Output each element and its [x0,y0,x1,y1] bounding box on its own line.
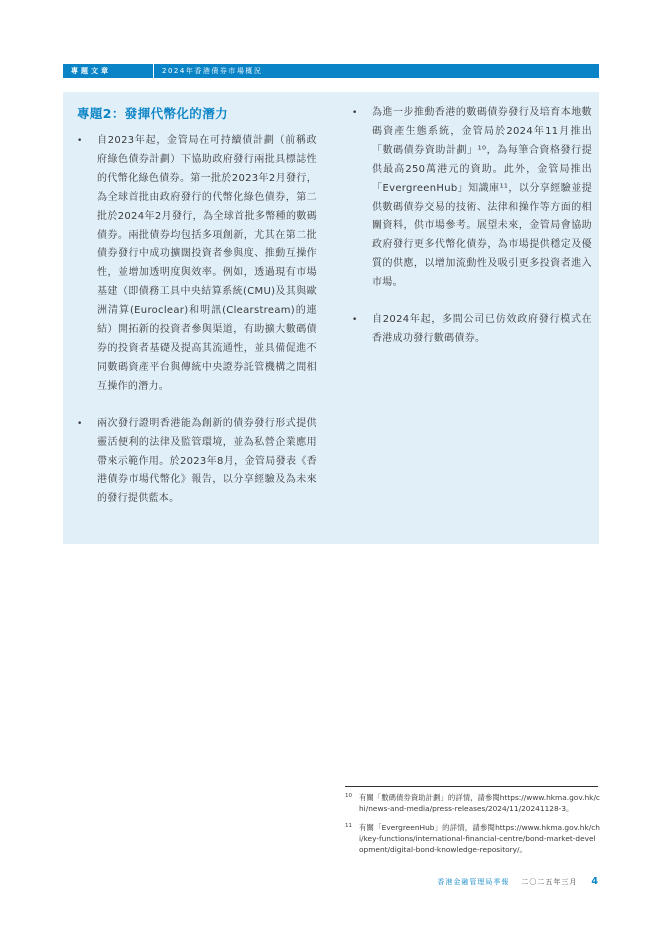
footnote-divider [345,786,598,787]
box-left-column [77,106,317,509]
page-footer [437,876,598,887]
list-item [77,132,317,397]
header-bar [63,64,599,78]
box-right-column [352,104,592,349]
bullet-text: 自2024年起，多間公司已仿效政府發行模式在香港成功發行數碼債券。 [372,314,592,344]
bullet-marker: • [352,315,358,326]
list-item [77,415,317,510]
bullet-text: 為進一步推動香港的數碼債券發行及培育本地數碼資產生態系統，金管局於2024年11月推出「數碼債券資助計劃」¹⁰，為每筆合資格發行提供最高250萬港元的資助。此外，金管局推出「EvergreenHub」知識庫¹¹，以分享經驗並提供數碼債券交易的技術、法律和操作等方面的相關資料，供市場參考。展望未來，金管局會協助政府發行更多代幣化債券，為市場提供穩定及優質的供應，以增加流動性及吸引更多投資者進入市場。 [372,107,592,289]
footnote-text: 有關「EvergreenHub」的詳情，請參閱https://www.hkma.gov.hk/chi/key-functions/international-financial-centre/bond-market-development/digital-bond-knowledge-repository/。 [359,823,600,854]
bullet-marker: • [352,108,358,118]
section-label: 專題文章 [71,67,111,75]
footnote-number: 10 [345,793,352,799]
article-title: 2024年香港債券市場概況 [162,67,263,75]
bullet-marker: • [77,136,83,146]
list-item [352,104,592,293]
bullet-text: 兩次發行證明香港能為創新的債券發行形式提供靈活便利的法律及監管環境，並為私營企業應用帶來示範作用。於2023年8月，金管局發表《香港債券市場代幣化》報告，以分享經驗及為未來的發行提供藍本。 [97,417,317,505]
footnotes [345,792,600,855]
list-item [352,311,592,349]
footnote-number: 11 [345,823,352,829]
box-title: 專題2：發揮代幣化的潛力 [77,106,228,121]
bullet-marker: • [77,418,83,429]
bullet-text: 自2023年起，金管局在可持續債計劃（前稱政府綠色債券計劃）下協助政府發行兩批具標誌性的代幣化綠色債券。第一批於2023年2月發行，為全球首批由政府發行的代幣化綠色債券，第二批於2024年2月發行，為全球首批多幣種的數碼債券。兩批債券均包括多項創新，尤其在第二批債券發行中成功擴闊投資者參與度、推動互操作性，並增加透明度與效率。例如，透過現有市場基建（即債務工具中央結算系統(CMU)及其與歐洲清算(Euroclear)和明訊(Clearstream)的連結）開拓新的投資者參與渠道，有助擴大數碼債券的投資者基礎及提高其流通性，並具備促進不同數碼資產平台與傳統中央證券託管機構之間相互操作的潛力。 [97,135,317,392]
footnote [345,822,600,855]
footnote-text: 有關「數碼債券資助計劃」的詳情，請參閱https://www.hkma.gov.hk/chi/news-and-media/press-releases/2024/11/20241128-3。 [359,793,600,813]
page-number: 4 [591,876,598,887]
publication-name: 香港金融管理局季報 [437,877,510,886]
footnote [345,792,600,814]
publication-date: 二〇二五年三月 [521,877,578,886]
